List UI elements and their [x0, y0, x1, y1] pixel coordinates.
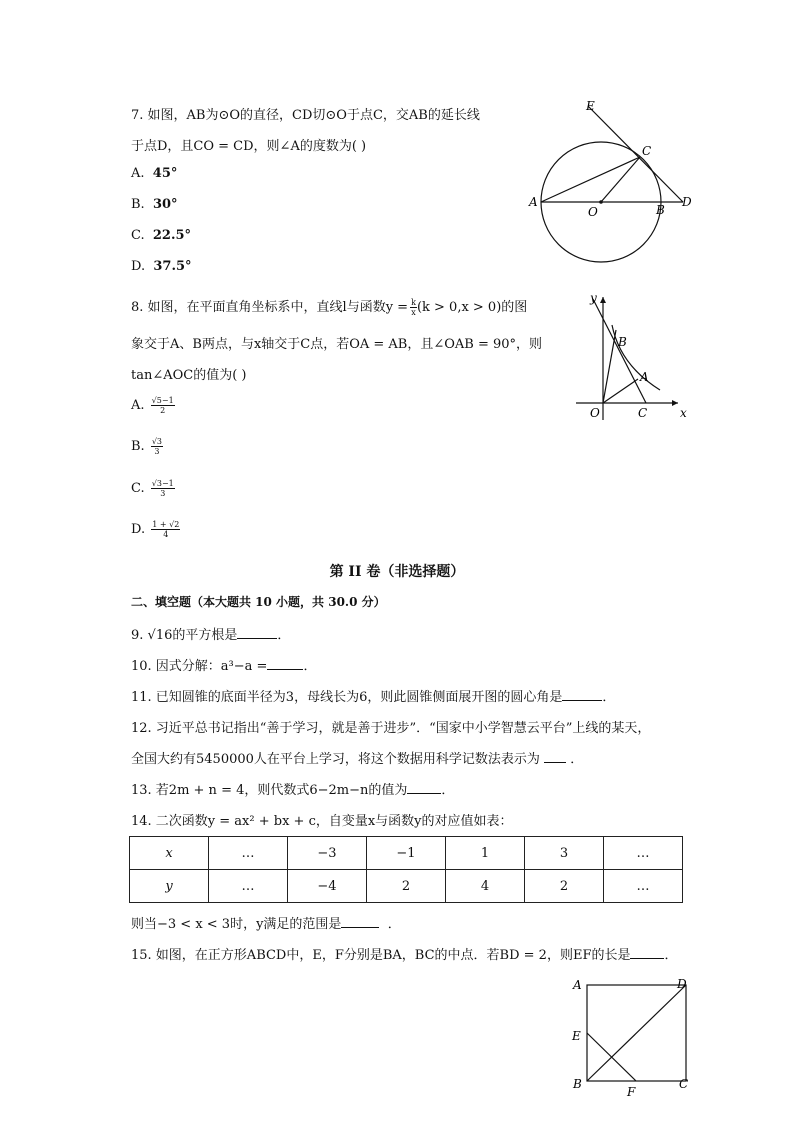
table-cell: 3 [525, 837, 604, 870]
label-o: O [588, 205, 598, 219]
q10-end: ． [303, 659, 317, 674]
frac-den: 3 [160, 489, 166, 498]
q8-line1-tail: (k > 0,x > 0)的图 [416, 300, 528, 315]
q8-option-c[interactable] [131, 479, 175, 498]
q14-after-text: 则当−3 < x < 3时，y满足的范围是 [131, 917, 342, 932]
label-f: F [627, 1085, 636, 1099]
q7-circle-tangent-figure [520, 95, 700, 265]
q9 [131, 624, 290, 643]
q8-line1 [131, 296, 527, 317]
y-axis-arrow [600, 297, 606, 303]
q12-line1: 12. 习近平总书记指出“善于学习，就是善于进步”．“国家中小学智慧云平台”上线的某天， [131, 721, 651, 736]
option-fraction [151, 437, 163, 456]
q14-end: ． [387, 917, 401, 932]
q10 [131, 655, 316, 674]
radius-oc [601, 157, 640, 202]
answer-blank[interactable] [562, 688, 602, 701]
table-cell: x [130, 837, 209, 870]
option-value: 45° [152, 166, 178, 181]
frac-num: √3−1 [151, 479, 174, 488]
q9-text: 9. √16的平方根是 [131, 628, 238, 643]
q12-line2 [131, 748, 583, 767]
q15-square-figure [565, 972, 695, 1102]
label-e: E [586, 99, 595, 113]
label-a: A [529, 195, 538, 209]
option-value: 30° [152, 197, 178, 212]
frac-den: 3 [154, 447, 160, 456]
q11 [131, 686, 615, 705]
frac-den: x [411, 308, 416, 317]
frac-num: √3 [151, 437, 163, 446]
table-cell: −1 [367, 837, 446, 870]
option-letter: D. [131, 522, 146, 537]
option-fraction [151, 520, 180, 539]
label-c: C [638, 406, 648, 420]
q7-option-d[interactable] [131, 259, 192, 274]
q14-after [131, 913, 401, 932]
chord-ac [541, 157, 640, 202]
table-cell: 4 [446, 870, 525, 903]
diagonal-bd [587, 985, 686, 1081]
table-cell: −3 [288, 837, 367, 870]
q14-text: 14. 二次函数y = ax² + bx + c，自变量x与函数y的对应值如表： [131, 814, 513, 829]
q9-end: ． [277, 628, 291, 643]
answer-blank[interactable] [341, 915, 379, 928]
label-c: C [679, 1077, 689, 1091]
answer-blank[interactable] [267, 657, 303, 670]
answer-blank[interactable] [237, 626, 277, 639]
option-letter: C. [131, 481, 145, 496]
table-cell: 2 [525, 870, 604, 903]
option-fraction [151, 396, 175, 415]
line-l [593, 299, 646, 403]
option-value: 37.5° [153, 259, 192, 274]
q7-line2: 于点D，且CO = CD，则∠A的度数为( ) [131, 139, 367, 154]
answer-blank[interactable] [544, 750, 566, 763]
q7-option-a[interactable] [131, 166, 177, 181]
label-d: D [682, 195, 692, 209]
tangent-line [588, 106, 683, 202]
q8-line3: tan∠AOC的值为( ) [131, 368, 247, 383]
table-cell: … [209, 870, 288, 903]
table-cell: −4 [288, 870, 367, 903]
q11-end: ． [602, 690, 616, 705]
q10-text: 10. 因式分解：a³−a = [131, 659, 268, 674]
table-cell: 1 [446, 837, 525, 870]
table-row-x [130, 837, 683, 870]
label-y: y [590, 291, 597, 305]
label-b: B [573, 1077, 582, 1091]
option-letter: C. [131, 228, 145, 243]
frac-num: 1 + √2 [152, 520, 180, 529]
label-d: D [677, 977, 687, 991]
table-cell: … [604, 870, 683, 903]
fraction-k-over-x [410, 298, 417, 317]
q8-line1-text: 8. 如图，在平面直角坐标系中，直线l与函数y = [131, 300, 409, 315]
q8-option-b[interactable] [131, 437, 163, 456]
q13-text: 13. 若2m + n = 4，则代数式6−2m−n的值为 [131, 783, 408, 798]
answer-blank[interactable] [407, 781, 441, 794]
q8-option-a[interactable] [131, 396, 175, 415]
segment-ob [603, 330, 616, 403]
option-letter: A. [131, 166, 145, 181]
label-x: x [680, 406, 687, 420]
q13 [131, 779, 454, 798]
q12-text: 全国大约有5450000人在平台上学习，将这个数据用科学记数法表示为 [131, 752, 540, 767]
q15 [131, 944, 677, 963]
label-b: B [656, 203, 665, 217]
q12-end: ． [570, 752, 584, 767]
table-cell: y [130, 870, 209, 903]
option-letter: A. [131, 398, 145, 413]
q13-end: ． [441, 783, 455, 798]
label-a: A [640, 370, 649, 384]
option-value: 22.5° [152, 228, 192, 243]
label-a: A [573, 978, 582, 992]
label-c: C [642, 144, 652, 158]
option-letter: D. [131, 259, 146, 274]
q11-text: 11. 已知圆锥的底面半径为3，母线长为6，则此圆锥侧面展开图的圆心角是 [131, 690, 563, 705]
q15-text: 15. 如图，在正方形ABCD中，E，F分别是BA，BC的中点．若BD = 2，则EF的长是 [131, 948, 631, 963]
option-letter: B. [131, 439, 145, 454]
q7-option-c[interactable] [131, 228, 191, 243]
q8-option-d[interactable] [131, 520, 180, 539]
table-cell: … [209, 837, 288, 870]
x-axis-arrow [672, 400, 678, 406]
section-title: 第 II 卷（非选择题） [329, 564, 465, 580]
part2-header: 二、填空题（本大题共 10 小题，共 30.0 分） [131, 595, 386, 609]
frac-den: 2 [160, 406, 166, 415]
table-cell: … [604, 837, 683, 870]
option-fraction [151, 479, 175, 498]
frac-num: √5−1 [151, 396, 174, 405]
q7-option-b[interactable] [131, 197, 178, 212]
table-row-y [130, 870, 683, 903]
segment-oa [603, 379, 638, 403]
label-o: O [590, 406, 600, 420]
table-cell: 2 [367, 870, 446, 903]
label-e: E [572, 1029, 581, 1043]
value-table [129, 836, 683, 903]
center-point [599, 200, 603, 204]
frac-num: k [411, 298, 416, 307]
q15-end: ． [664, 948, 678, 963]
q8-coordinate-figure [568, 285, 698, 425]
option-letter: B. [131, 197, 145, 212]
answer-blank[interactable] [630, 946, 664, 959]
label-b: B [618, 335, 627, 349]
q7-line1: 7. 如图，AB为⊙O的直径，CD切⊙O于点C，交AB的延长线 [131, 108, 480, 123]
q8-line2: 象交于A、B两点，与x轴交于C点，若OA = AB，且∠OAB = 90°，则 [131, 337, 543, 352]
frac-den: 4 [163, 530, 169, 539]
